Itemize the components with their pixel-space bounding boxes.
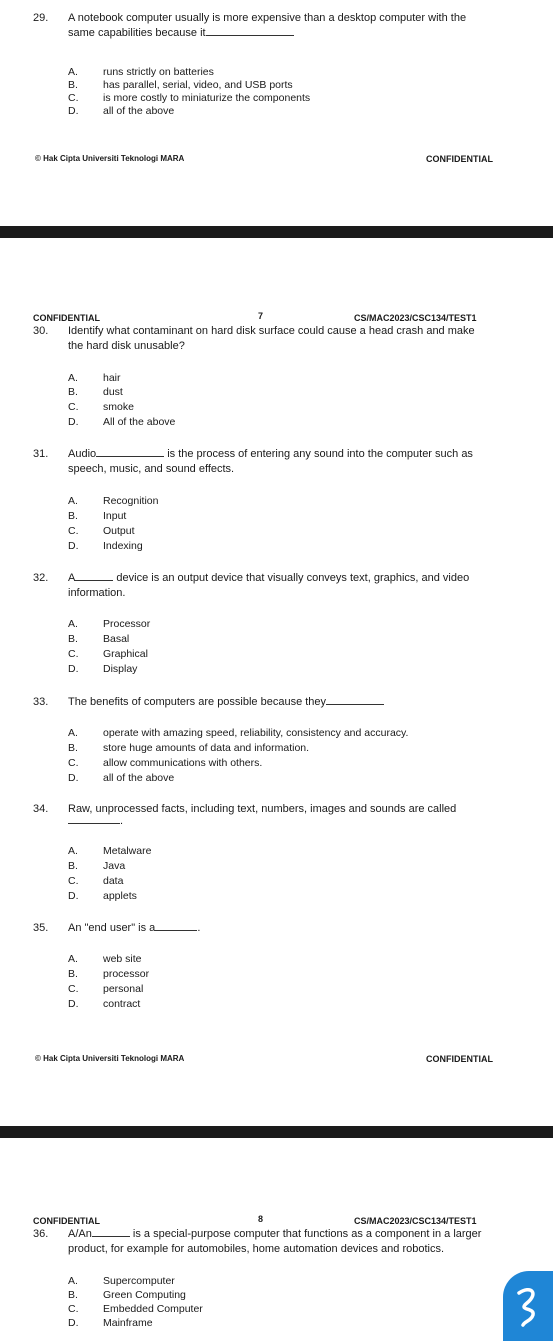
answer-blank: . — [68, 815, 123, 828]
question-text: Audio is the process of entering any sound into the computer such as — [68, 448, 473, 460]
question-number: 34. — [33, 803, 49, 815]
question-number: 31. — [33, 448, 49, 460]
page-header-left: CONFIDENTIAL — [33, 313, 100, 323]
question-text: Identify what contaminant on hard disk surface could cause a head crash and make — [68, 325, 475, 337]
copyright-footer: © Hak Cipta Universiti Teknologi MARA — [35, 154, 185, 163]
confidential-footer: CONFIDENTIAL — [426, 154, 493, 164]
question-text: An "end user" is a . — [68, 922, 201, 934]
question-text: A notebook computer usually is more expensive than a desktop computer with the — [68, 12, 467, 24]
question-number: 33. — [33, 696, 49, 708]
page-separator — [0, 226, 553, 238]
question-text: speech, music, and sound effects. — [68, 463, 235, 475]
question-text: information. — [68, 587, 126, 599]
scribble-icon — [509, 1281, 549, 1331]
course-code: CS/MAC2023/CSC134/TEST1 — [354, 313, 477, 323]
question-text: same capabilities because it — [68, 27, 294, 40]
copyright-footer: © Hak Cipta Universiti Teknologi MARA — [35, 1054, 185, 1063]
page-header-left: CONFIDENTIAL — [33, 1216, 100, 1226]
page-separator — [0, 1126, 553, 1138]
question-number: 30. — [33, 325, 49, 337]
question-text: A device is an output device that visually conveys text, graphics, and video — [68, 572, 470, 584]
question-text: Raw, unprocessed facts, including text, numbers, images and sounds are called — [68, 803, 457, 815]
confidential-footer: CONFIDENTIAL — [426, 1054, 493, 1064]
question-number: 35. — [33, 922, 49, 934]
floating-action-button[interactable] — [503, 1271, 553, 1341]
question-text: product, for example for automobiles, home automation devices and robotics. — [68, 1243, 445, 1255]
page-number: 7 — [258, 311, 264, 321]
page-number: 8 — [258, 1214, 264, 1224]
course-code: CS/MAC2023/CSC134/TEST1 — [354, 1216, 477, 1226]
question-number: 32. — [33, 572, 49, 584]
question-text: A/An is a special-purpose computer that functions as a component in a larger — [68, 1228, 482, 1240]
question-number: 29. — [33, 12, 49, 24]
question-text: The benefits of computers are possible because they — [68, 696, 384, 709]
question-number: 36. — [33, 1228, 49, 1240]
question-text: the hard disk unusable? — [68, 340, 185, 352]
